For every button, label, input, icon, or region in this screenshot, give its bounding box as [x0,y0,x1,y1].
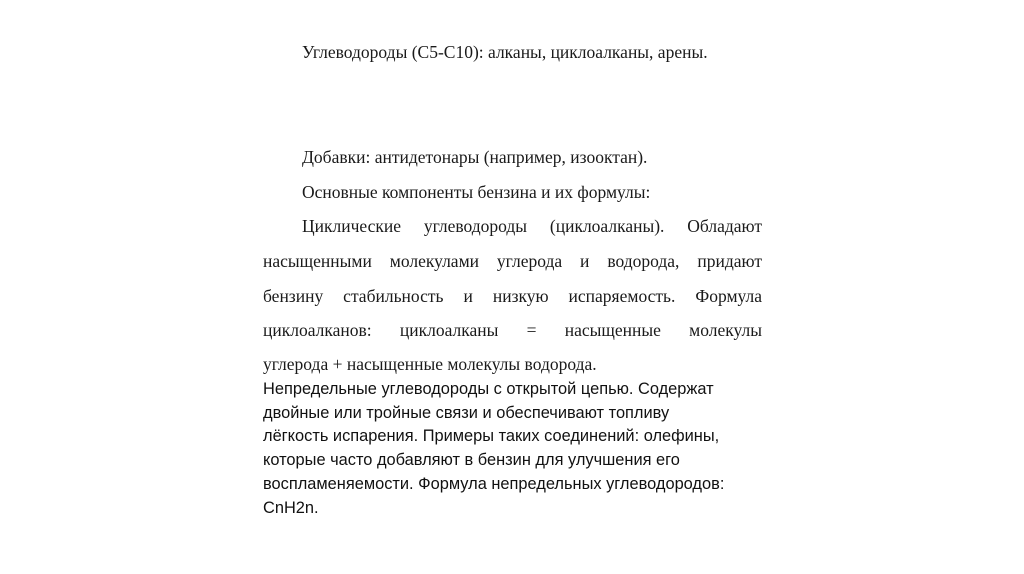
unsaturated-hydrocarbons-paragraph [263,378,783,520]
paragraph-line: насыщенными молекулами углерода и водорода, придают [263,251,762,271]
paragraph-line: которые часто добавляют в бензин для улучшения его [263,451,680,470]
hydrocarbons-heading-line: Углеводороды (С5-С10): алканы, циклоалканы, арены. [302,42,708,62]
paragraph-line: Непредельные углеводороды с открытой цепью. Содержат [263,380,714,398]
paragraph-line: CnH2n. [263,498,319,517]
paragraph-line: двойные или тройные связи и обеспечивают топливу [263,403,670,422]
paragraph-line: лёгкость испарения. Примеры таких соединений: олефины, [263,427,720,446]
additives-line: Добавки: антидетонары (например, изооктан). [302,147,648,167]
paragraph-line: бензину стабильность и низкую испаряемость. Формула [263,286,762,306]
paragraph-line: Циклические углеводороды (циклоалканы). Обладают [302,216,762,236]
paragraph-line: углерода + насыщенные молекулы водорода. [263,354,597,374]
paragraph-line: циклоалканов: циклоалканы = насыщенные молекулы [263,320,762,340]
components-line: Основные компоненты бензина и их формулы: [302,182,651,202]
paragraph-line: воспламеняемости. Формула непредельных углеводородов: [263,474,725,493]
